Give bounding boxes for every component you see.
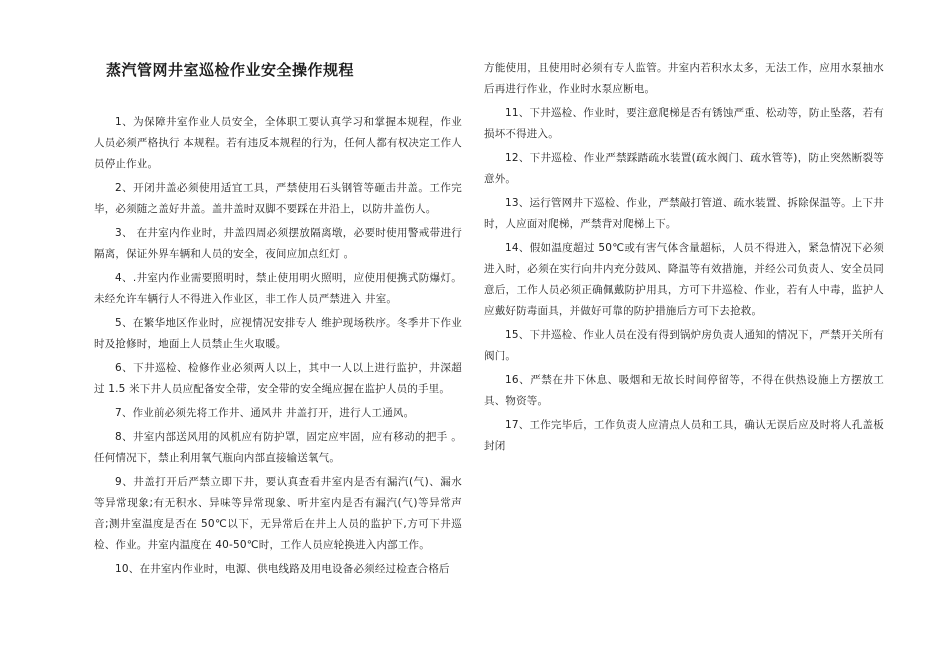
rule-paragraph-3: 3、 在井室内作业时，井盖四周必须摆放隔离墩，必要时使用警戒带进行隔离，保证外界车辆和人员的安全，夜间应加点红灯 。: [94, 227, 462, 260]
right-column: [484, 58, 884, 460]
rule-paragraph-4: 4、.井室内作业需要照明时，禁止使用明火照明，应使用便携式防爆灯。未经允许车辆行人不得进入作业区，非工作人员严禁进入 井室。: [94, 272, 462, 305]
rule-paragraph-16: 16、严禁在井下休息、吸烟和无故长时间停留等，不得在供热设施上方摆放工具、物资等。: [484, 374, 884, 407]
rule-paragraph-11: 11、下井巡检、作业时，要注意爬梯是否有锈蚀严重、松动等，防止坠落，若有损坏不得进入。: [484, 107, 884, 140]
page-title: 蒸汽管网井室巡检作业安全操作规程: [106, 61, 355, 79]
rule-paragraph-13: 13、运行管网井下巡检、作业，严禁敲打管道、疏水装置、拆除保温等。上下井时，人应面对爬梯，严禁背对爬梯上下。: [484, 197, 884, 230]
rule-paragraph-10-continued: 方能使用，且使用时必须有专人监管。井室内若积水太多，无法工作，应用水泵抽水后再进行作业，作业时水泵应断电。: [484, 62, 884, 95]
rule-paragraph-7: 7、作业前必须先将工作井、通风井 井盖打开，进行人工通风。: [115, 407, 415, 419]
rule-paragraph-14: 14、假如温度超过 50℃或有害气体含量超标，人员不得进入，紧急情况下必须进入时，必须在实行向井内充分鼓风、降温等有效措施，并经公司负责人、安全员同意后，工作人员必须正确佩戴防护用具，方可下井巡检、作业，若有人中毒，监护人应戴好防毒面具，并做好可靠的防护措施后方可下去抢救。: [484, 242, 884, 317]
rule-paragraph-2: 2、开闭井盖必须使用适宜工具，严禁使用石头钢管等砸击井盖。工作完毕，必须随之盖好井盖。盖井盖时双脚不要踩在井沿上，以防井盖伤人。: [94, 182, 462, 215]
left-column: [94, 59, 462, 583]
rule-paragraph-9: 9、井盖打开后严禁立即下井，要认真查看井室内是否有漏汽(气)、漏水等异常现象;有无积水、异味等异常现象、听井室内是否有漏汽(气)等异常声音;测井室温度是否在 50℃以下，无异常后在井上人员的监护下,方可下井巡检、作业。井室内温度在 40-50℃时，工作人员应轮换进入内部工作。: [94, 476, 462, 551]
rule-paragraph-17: 17、工作完毕后，工作负责人应清点人员和工具，确认无误后应及时将人孔盖板封闭: [484, 419, 884, 452]
rule-paragraph-10: 10、在井室内作业时，电源、供电线路及用电设备必须经过检查合格后: [115, 563, 450, 575]
rule-paragraph-8: 8、井室内部送风用的风机应有防护罩，固定应牢固，应有移动的把手 。任何情况下，禁止利用氧气瓶向内部直接输送氧气。: [94, 431, 462, 464]
rule-paragraph-5: 5、在繁华地区作业时，应视情况安排专人 维护现场秩序。冬季井下作业时及抢修时，地面上人员禁止生火取暖。: [94, 317, 462, 350]
rule-paragraph-6: 6、下井巡检、检修作业必须两人以上，其中一人以上进行监护，井深超过 1.5 米下井人员应配备安全带，安全带的安全绳应握在监护人员的手里。: [94, 362, 462, 395]
rule-paragraph-1: 1、为保障井室作业人员安全，全体职工要认真学习和掌握本规程，作业人员必须严格执行 本规程。若有违反本规程的行为，任何人都有权决定工作人员停止作业。: [94, 116, 462, 170]
rule-paragraph-15: 15、下井巡检、作业人员在没有得到锅炉房负责人通知的情况下，严禁开关所有阀门。: [484, 329, 884, 362]
rule-paragraph-12: 12、下井巡检、作业严禁踩踏疏水装置(疏水阀门、疏水管等)，防止突然断裂等意外。: [484, 152, 884, 185]
